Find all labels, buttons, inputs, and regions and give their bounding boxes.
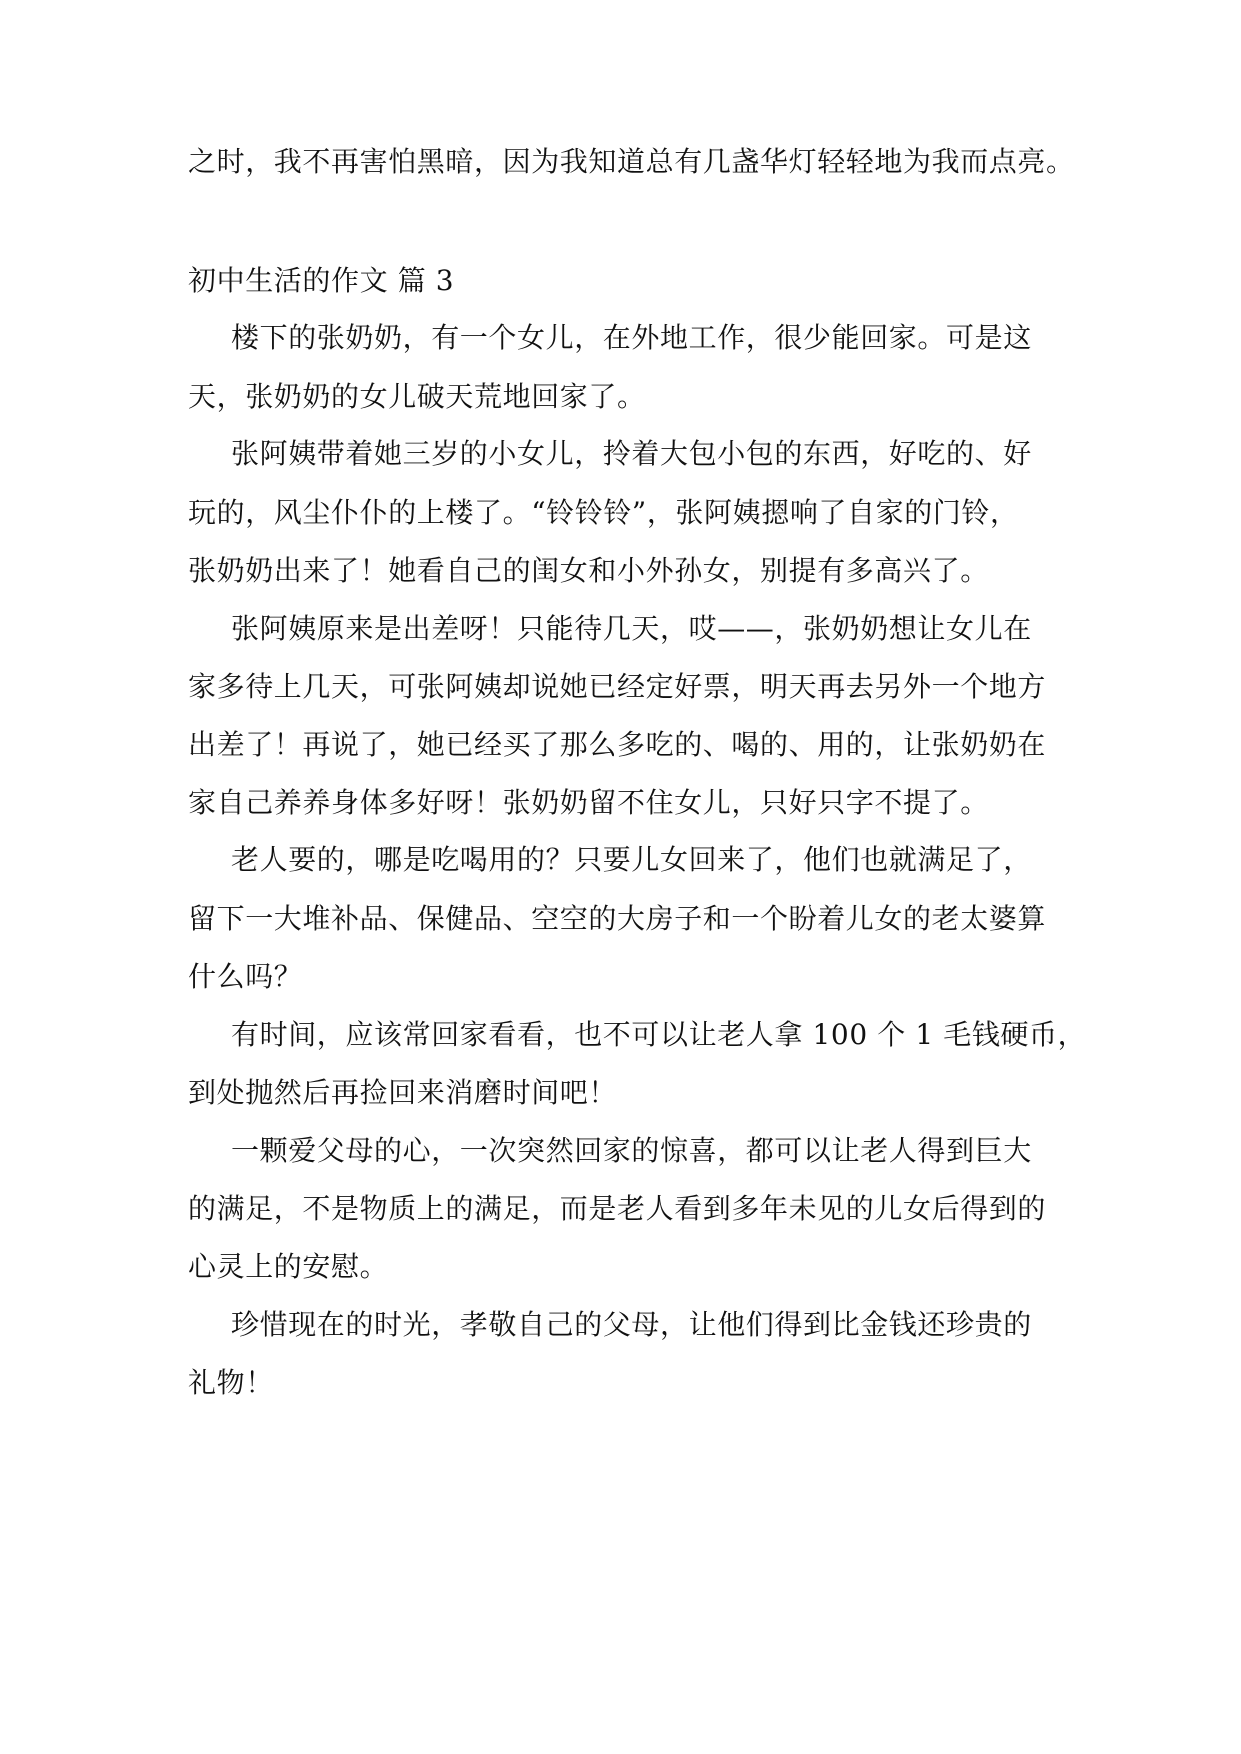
text-line: 什么吗？ bbox=[188, 960, 303, 993]
text-line: 老人要的，哪是吃喝用的？只要儿女回来了，他们也就满足了， bbox=[231, 843, 1032, 876]
text-line: 家多待上几天，可张阿姨却说她已经定好票，明天再去另外一个地方 bbox=[188, 670, 1047, 703]
text-line: 玩的，风尘仆仆的上楼了。“铃铃铃”，张阿姨摁响了自家的门铃， bbox=[188, 496, 1019, 529]
text-line: 天，张奶奶的女儿破天荒地回家了。 bbox=[188, 380, 646, 413]
text-line: 张阿姨带着她三岁的小女儿，拎着大包小包的东西，好吃的、好 bbox=[231, 437, 1032, 470]
carryover-line: 之时，我不再害怕黑暗，因为我知道总有几盏华灯轻轻地为我而点亮。 bbox=[188, 145, 1075, 178]
text-line: 楼下的张奶奶，有一个女儿，在外地工作，很少能回家。可是这 bbox=[231, 321, 1032, 354]
text-line: 留下一大堆补品、保健品、空空的大房子和一个盼着儿女的老太婆算 bbox=[188, 902, 1047, 935]
text-line: 有时间，应该常回家看看，也不可以让老人拿 100 个 1 毛钱硬币， bbox=[231, 1018, 1087, 1051]
text-line: 一颗爱父母的心，一次突然回家的惊喜，都可以让老人得到巨大 bbox=[231, 1134, 1032, 1167]
text-line: 张阿姨原来是出差呀！只能待几天，哎——，张奶奶想让女儿在 bbox=[231, 612, 1032, 645]
text-line: 家自己养养身体多好呀！张奶奶留不住女儿，只好只字不提了。 bbox=[188, 786, 989, 819]
text-line: 到处抛然后再捡回来消磨时间吧！ bbox=[188, 1076, 618, 1109]
text-line: 礼物！ bbox=[188, 1366, 274, 1399]
section-heading: 初中生活的作文 篇 3 bbox=[188, 264, 455, 297]
text-line: 珍惜现在的时光，孝敬自己的父母，让他们得到比金钱还珍贵的 bbox=[231, 1308, 1032, 1341]
text-line: 出差了！再说了，她已经买了那么多吃的、喝的、用的，让张奶奶在 bbox=[188, 728, 1047, 761]
text-line: 的满足，不是物质上的满足，而是老人看到多年未见的儿女后得到的 bbox=[188, 1192, 1047, 1225]
text-line: 张奶奶出来了！她看自己的闺女和小外孙女，别提有多高兴了。 bbox=[188, 554, 989, 587]
text-line: 心灵上的安慰。 bbox=[188, 1250, 389, 1283]
